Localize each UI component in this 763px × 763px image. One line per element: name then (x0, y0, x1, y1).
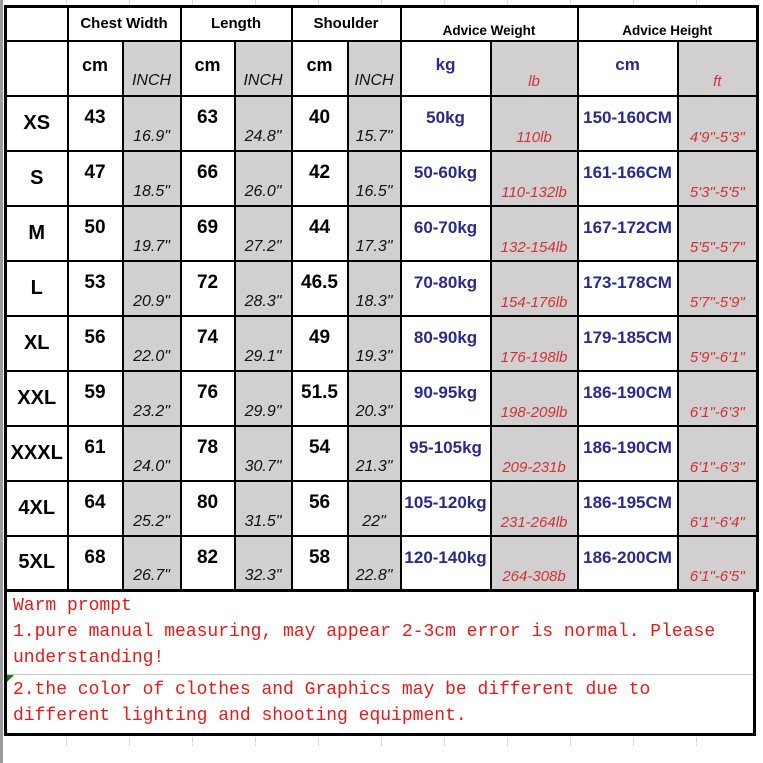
weight-lb-value: 209-231b (491, 426, 578, 481)
length-cm-value: 78 (181, 426, 235, 481)
table-row-xxxl (6, 426, 758, 481)
height-cm-value: 179-185CM (578, 316, 678, 371)
weight-kg-value: 50kg (401, 96, 491, 151)
shoulder-inch-value: 22.8" (348, 536, 401, 591)
weight-kg-value: 80-90kg (401, 316, 491, 371)
chest-inch-value: 18.5" (123, 151, 181, 206)
size-chart-table (4, 5, 759, 592)
column-group-shoulder: Shoulder (292, 7, 401, 41)
weight-kg-value: 95-105kg (401, 426, 491, 481)
length-inch-unit: INCH (235, 41, 292, 96)
table-row-xxl (6, 371, 758, 426)
shoulder-inch-value: 17.3" (348, 206, 401, 261)
chest-inch-value: 23.2" (123, 371, 181, 426)
table-row-xs (6, 96, 758, 151)
chest-cm-value: 47 (68, 151, 123, 206)
column-group-chest-width: Chest Width (68, 7, 181, 41)
chest-cm-value: 50 (68, 206, 123, 261)
table-row-xl (6, 316, 758, 371)
height-cm-unit: cm (578, 41, 678, 96)
height-cm-value: 186-190CM (578, 371, 678, 426)
weight-lb-value: 110-132lb (491, 151, 578, 206)
weight-lb-value: 264-308b (491, 536, 578, 591)
height-ft-value: 6'1"-6'5" (678, 536, 758, 591)
height-ft-value: 5'3"-5'5" (678, 151, 758, 206)
shoulder-cm-value: 51.5 (292, 371, 348, 426)
length-cm-value: 74 (181, 316, 235, 371)
length-inch-value: 29.1" (235, 316, 292, 371)
column-group-advice-height: Advice Height (578, 7, 758, 41)
length-inch-value: 26.0" (235, 151, 292, 206)
length-cm-value: 82 (181, 536, 235, 591)
shoulder-inch-value: 15.7" (348, 96, 401, 151)
shoulder-cm-value: 49 (292, 316, 348, 371)
length-inch-value: 30.7" (235, 426, 292, 481)
height-cm-value: 186-190CM (578, 426, 678, 481)
weight-kg-value: 50-60kg (401, 151, 491, 206)
weight-kg-unit: kg (401, 41, 491, 96)
chest-cm-unit: cm (68, 41, 123, 96)
height-ft-value: 5'9"-6'1" (678, 316, 758, 371)
shoulder-cm-value: 58 (292, 536, 348, 591)
height-ft-value: 6'1"-6'3" (678, 426, 758, 481)
length-inch-value: 29.9" (235, 371, 292, 426)
height-ft-value: 6'1"-6'4" (678, 481, 758, 536)
height-ft-value: 4'9"-5'3" (678, 96, 758, 151)
spreadsheet-gridlines-bottom (4, 737, 756, 746)
weight-lb-value: 110lb (491, 96, 578, 151)
table-row-5xl (6, 536, 758, 591)
shoulder-cm-value: 56 (292, 481, 348, 536)
weight-kg-value: 60-70kg (401, 206, 491, 261)
height-ft-value: 6'1"-6'3" (678, 371, 758, 426)
chest-inch-value: 26.7" (123, 536, 181, 591)
chest-inch-value: 16.9" (123, 96, 181, 151)
shoulder-cm-value: 44 (292, 206, 348, 261)
shoulder-inch-value: 16.5" (348, 151, 401, 206)
header-unit-row (6, 41, 758, 96)
chest-inch-value: 25.2" (123, 481, 181, 536)
height-cm-value: 150-160CM (578, 96, 678, 151)
shoulder-cm-value: 46.5 (292, 261, 348, 316)
height-cm-value: 186-200CM (578, 536, 678, 591)
size-label: XL (6, 316, 68, 371)
shoulder-cm-value: 40 (292, 96, 348, 151)
size-label: 5XL (6, 536, 68, 591)
shoulder-cm-value: 54 (292, 426, 348, 481)
length-inch-value: 27.2" (235, 206, 292, 261)
chest-cm-value: 43 (68, 96, 123, 151)
table-row-4xl (6, 481, 758, 536)
size-label: L (6, 261, 68, 316)
size-label: XXL (6, 371, 68, 426)
shoulder-inch-unit: INCH (348, 41, 401, 96)
shoulder-inch-value: 22" (348, 481, 401, 536)
height-ft-value: 5'5"-5'7" (678, 206, 758, 261)
weight-kg-value: 120-140kg (401, 536, 491, 591)
cell-error-marker-icon (7, 675, 14, 682)
note-measuring: 1.pure manual measuring, may appear 2-3cm error is normal. Please understanding! (13, 622, 716, 668)
length-inch-value: 32.3" (235, 536, 292, 591)
length-cm-value: 66 (181, 151, 235, 206)
length-cm-value: 72 (181, 261, 235, 316)
header-group-row (6, 7, 758, 41)
notes-title: Warm prompt (13, 596, 132, 616)
weight-lb-value: 231-264lb (491, 481, 578, 536)
height-cm-value: 173-178CM (578, 261, 678, 316)
weight-lb-value: 154-176lb (491, 261, 578, 316)
chest-inch-unit: INCH (123, 41, 181, 96)
length-cm-value: 63 (181, 96, 235, 151)
length-cm-value: 80 (181, 481, 235, 536)
shoulder-inch-value: 20.3" (348, 371, 401, 426)
shoulder-inch-value: 18.3" (348, 261, 401, 316)
height-cm-value: 167-172CM (578, 206, 678, 261)
shoulder-inch-value: 21.3" (348, 426, 401, 481)
height-cm-value: 186-195CM (578, 481, 678, 536)
chest-inch-value: 20.9" (123, 261, 181, 316)
chest-inch-value: 19.7" (123, 206, 181, 261)
chest-inch-value: 22.0" (123, 316, 181, 371)
chest-cm-value: 68 (68, 536, 123, 591)
size-label: XS (6, 96, 68, 151)
chest-cm-value: 59 (68, 371, 123, 426)
chest-cm-value: 56 (68, 316, 123, 371)
length-inch-value: 24.8" (235, 96, 292, 151)
height-cm-value: 161-166CM (578, 151, 678, 206)
size-label: M (6, 206, 68, 261)
weight-kg-value: 90-95kg (401, 371, 491, 426)
note-color: 2.the color of clothes and Graphics may be different due to different lighting and shooting equipment. (13, 680, 651, 726)
corner-cell (6, 41, 68, 96)
height-ft-unit: ft (678, 41, 758, 96)
shoulder-cm-unit: cm (292, 41, 348, 96)
weight-lb-value: 176-198lb (491, 316, 578, 371)
weight-kg-value: 105-120kg (401, 481, 491, 536)
note-divider (7, 674, 753, 675)
corner-cell (6, 7, 68, 41)
weight-lb-value: 132-154lb (491, 206, 578, 261)
length-cm-unit: cm (181, 41, 235, 96)
column-group-advice-weight: Advice Weight (401, 7, 578, 41)
chest-cm-value: 64 (68, 481, 123, 536)
shoulder-cm-value: 42 (292, 151, 348, 206)
weight-lb-unit: lb (491, 41, 578, 96)
weight-lb-value: 198-209lb (491, 371, 578, 426)
table-row-m (6, 206, 758, 261)
shoulder-inch-value: 19.3" (348, 316, 401, 371)
spreadsheet-left-margin (0, 0, 3, 763)
length-cm-value: 76 (181, 371, 235, 426)
length-inch-value: 31.5" (235, 481, 292, 536)
length-inch-value: 28.3" (235, 261, 292, 316)
chest-inch-value: 24.0" (123, 426, 181, 481)
size-label: XXXL (6, 426, 68, 481)
notes-panel (4, 592, 756, 736)
chest-cm-value: 53 (68, 261, 123, 316)
size-label: 4XL (6, 481, 68, 536)
length-cm-value: 69 (181, 206, 235, 261)
chest-cm-value: 61 (68, 426, 123, 481)
weight-kg-value: 70-80kg (401, 261, 491, 316)
column-group-length: Length (181, 7, 292, 41)
height-ft-value: 5'7"-5'9" (678, 261, 758, 316)
size-label: S (6, 151, 68, 206)
table-row-l (6, 261, 758, 316)
table-row-s (6, 151, 758, 206)
